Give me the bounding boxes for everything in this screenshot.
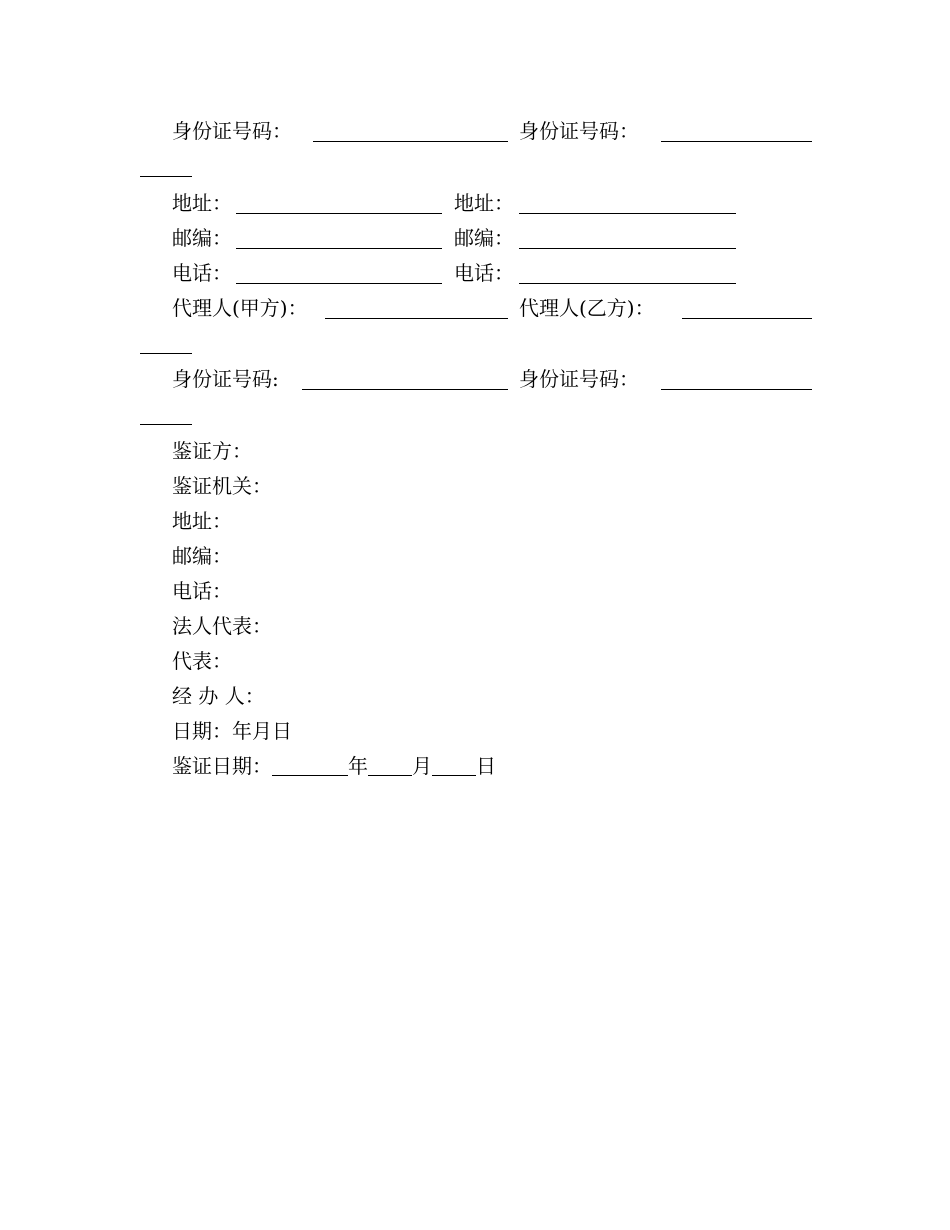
verify-year-unit: 年 [348, 754, 368, 778]
phone-row [0, 260, 950, 286]
party-b-phone-label: 电话： [454, 261, 514, 285]
agent-row [0, 295, 950, 321]
verifier-title: 鉴证方： [172, 439, 252, 463]
party-a-phone-blank[interactable] [236, 283, 442, 284]
party-b-id-blank[interactable] [661, 141, 812, 142]
agent-b-id-label: 身份证号码： [519, 367, 639, 391]
id-number-row [0, 118, 950, 144]
verifier-rep: 代表： [172, 649, 232, 673]
verify-year-blank[interactable] [272, 755, 348, 776]
party-a-id-label: 身份证号码： [172, 119, 292, 143]
address-row [0, 190, 950, 216]
verify-month-blank[interactable] [368, 755, 412, 776]
party-a-agent-blank[interactable] [325, 318, 508, 319]
party-b-address-label: 地址： [454, 191, 514, 215]
agent-b-id-blank[interactable] [661, 389, 812, 390]
verifier-date: 日期：年月日 [172, 719, 292, 743]
verify-date-row [172, 753, 496, 779]
verifier-address: 地址： [172, 509, 232, 533]
verify-day-blank[interactable] [432, 755, 476, 776]
verifier-phone: 电话： [172, 579, 232, 603]
party-b-phone-blank[interactable] [519, 283, 736, 284]
verifier-authority: 鉴证机关： [172, 474, 272, 498]
agent-b-id-blank-continued [140, 424, 192, 425]
agent-a-id-label: 身份证号码: [172, 367, 279, 391]
verifier-handler: 经 办 人： [172, 684, 265, 708]
party-b-id-blank-continued [140, 176, 192, 177]
party-b-agent-label: 代理人(乙方)： [519, 296, 655, 320]
verifier-legal-rep: 法人代表： [172, 614, 272, 638]
party-a-postcode-blank[interactable] [236, 248, 442, 249]
party-a-phone-label: 电话： [172, 261, 232, 285]
party-a-postcode-label: 邮编： [172, 226, 232, 250]
party-a-address-label: 地址： [172, 191, 232, 215]
verify-date-label: 鉴证日期： [172, 754, 272, 778]
party-a-id-blank[interactable] [313, 141, 508, 142]
party-b-postcode-label: 邮编： [454, 226, 514, 250]
verify-month-unit: 月 [412, 754, 432, 778]
party-a-agent-label: 代理人(甲方)： [172, 296, 308, 320]
postcode-row [0, 225, 950, 251]
party-a-address-blank[interactable] [236, 213, 442, 214]
party-b-agent-blank[interactable] [682, 318, 812, 319]
party-b-id-label: 身份证号码： [519, 119, 639, 143]
agent-id-row [0, 366, 950, 392]
party-b-agent-blank-continued [140, 353, 192, 354]
agent-a-id-blank[interactable] [302, 389, 508, 390]
verify-day-unit: 日 [476, 754, 496, 778]
verifier-postcode: 邮编： [172, 544, 232, 568]
party-b-address-blank[interactable] [519, 213, 736, 214]
party-b-postcode-blank[interactable] [519, 248, 736, 249]
